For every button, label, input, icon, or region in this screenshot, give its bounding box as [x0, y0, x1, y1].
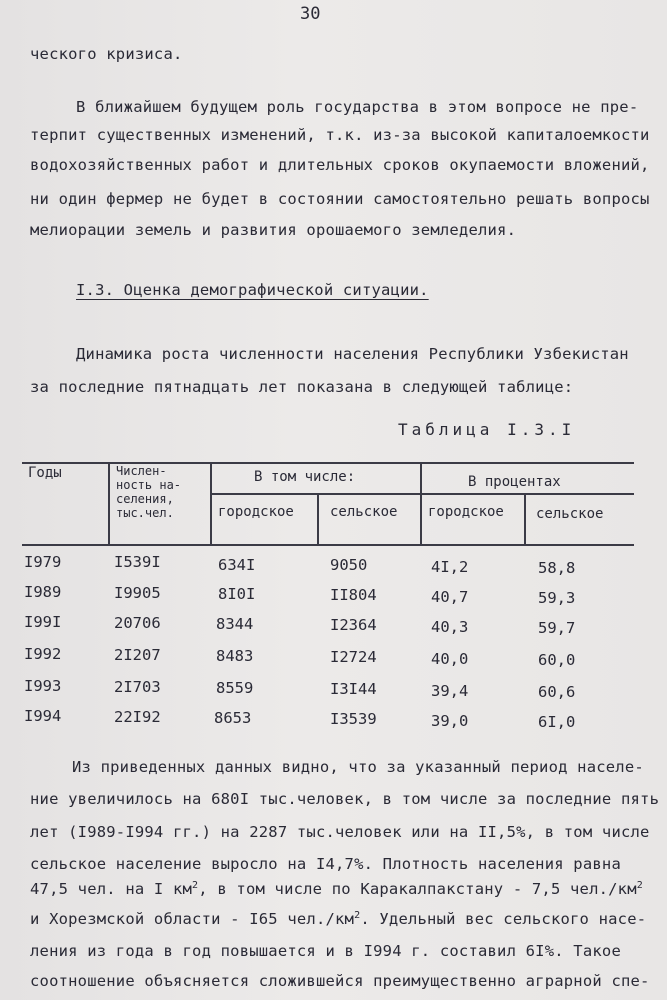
text-line: водохозяйственных работ и длительных сроков окупаемости вложений, [30, 156, 650, 174]
page-number: 30 [300, 4, 321, 24]
table-col-divider [524, 493, 526, 546]
table-caption: Таблица I.3.I [398, 420, 576, 439]
text-line: за последние пятнадцать лет показана в следующей таблице: [30, 378, 574, 396]
cell-population: 20706 [114, 614, 161, 632]
cell-rural: I3I44 [330, 680, 377, 698]
table-top-rule [22, 462, 634, 464]
cell-urban-percent: 4I,2 [431, 558, 469, 576]
text-line: терпит существенных изменений, т.к. из-за высокой капиталоемкости [30, 126, 650, 144]
density-sup1: 2 [192, 880, 199, 891]
table-mid-rule [210, 493, 634, 495]
cell-urban-percent: 39,0 [431, 712, 469, 730]
header-including: В том числе: [254, 469, 356, 485]
cell-urban: 8653 [214, 709, 252, 727]
cell-year: I989 [24, 583, 62, 601]
cell-rural: I2724 [330, 648, 377, 666]
cell-rural: II804 [330, 586, 377, 604]
cell-rural-percent: 59,7 [538, 619, 576, 637]
section-heading: I.3. Оценка демографической ситуации. [76, 281, 429, 299]
cell-population: 2I703 [114, 678, 161, 696]
text-line: Динамика роста численности населения Республики Узбекистан [76, 345, 629, 363]
cell-urban: 8I0I [218, 585, 256, 603]
cell-year: I99I [24, 613, 62, 631]
table-bottom-rule [22, 544, 634, 546]
cell-urban: 8344 [216, 615, 254, 633]
cell-year: I994 [24, 707, 62, 725]
cell-rural: 9050 [330, 556, 368, 574]
header-population: Числен- ность на- селения, тыс.чел. [116, 464, 182, 520]
cell-year: I993 [24, 677, 62, 695]
header-rural: сельское [330, 504, 398, 520]
text-line: ления из года в год повышается и в I994 г. составил 6I%. Такое [30, 942, 621, 960]
density-line [30, 880, 643, 898]
cell-rural-percent: 60,6 [538, 683, 576, 701]
cell-urban: 8559 [216, 679, 254, 697]
cell-rural-percent: 59,3 [538, 589, 576, 607]
cell-rural-percent: 58,8 [538, 559, 576, 577]
khorezm-line [30, 910, 646, 928]
table-col-divider [210, 462, 212, 546]
density-part1: 47,5 чел. на I км [30, 880, 193, 899]
header-rural-percent: сельское [536, 506, 604, 522]
cell-population: I539I [114, 553, 161, 571]
density-sup2: 2 [636, 880, 643, 891]
text-line: сельское население выросло на I4,7%. Плотность населения равна [30, 855, 621, 873]
cell-year: I992 [24, 645, 62, 663]
khorezm-part1: и Хорезмской области - I65 чел./км [30, 910, 355, 929]
cell-urban-percent: 39,4 [431, 682, 469, 700]
cell-population: I9905 [114, 584, 161, 602]
khorezm-part2: . Удельный вес сельского насе- [360, 910, 647, 929]
text-line: ние увеличилось на 680I тыс.человек, в том числе за последние пять [30, 790, 660, 808]
cell-rural: I2364 [330, 616, 377, 634]
header-urban-percent: городское [428, 504, 504, 520]
cell-rural: I3539 [330, 710, 377, 728]
text-line: лет (I989-I994 гг.) на 2287 тыс.человек или на II,5%, в том числе [30, 823, 650, 841]
header-year: Годы [28, 465, 62, 481]
header-percent: В процентах [468, 474, 561, 490]
density-part2: , в том числе по Каракалпакстану - 7,5 чел./км [198, 880, 637, 899]
header-urban: городское [218, 504, 294, 520]
text-line: ни один фермер не будет в состоянии самостоятельно решать вопросы [30, 190, 650, 208]
text-line: соотношение объясняется сложившейся преимущественно аграрной спе- [30, 972, 650, 990]
cell-urban: 8483 [216, 647, 254, 665]
table-col-divider [108, 462, 110, 546]
cell-rural-percent: 60,0 [538, 651, 576, 669]
cell-rural-percent: 6I,0 [538, 713, 576, 731]
cell-urban-percent: 40,0 [431, 650, 469, 668]
text-line: мелиорации земель и развития орошаемого земледелия. [30, 221, 517, 239]
cell-urban: 634I [218, 556, 256, 574]
table-col-divider [317, 493, 319, 546]
text-line: ческого кризиса. [30, 45, 183, 63]
table-col-divider [420, 462, 422, 546]
cell-year: I979 [24, 553, 62, 571]
cell-urban-percent: 40,3 [431, 618, 469, 636]
cell-population: 22I92 [114, 708, 161, 726]
text-line: Из приведенных данных видно, что за указанный период населе- [72, 758, 644, 776]
cell-population: 2I207 [114, 646, 161, 664]
cell-urban-percent: 40,7 [431, 588, 469, 606]
text-line: В ближайшем будущем роль государства в этом вопросе не пре- [76, 98, 639, 116]
population-table-header [22, 462, 634, 546]
khorezm-sup1: 2 [354, 910, 361, 921]
